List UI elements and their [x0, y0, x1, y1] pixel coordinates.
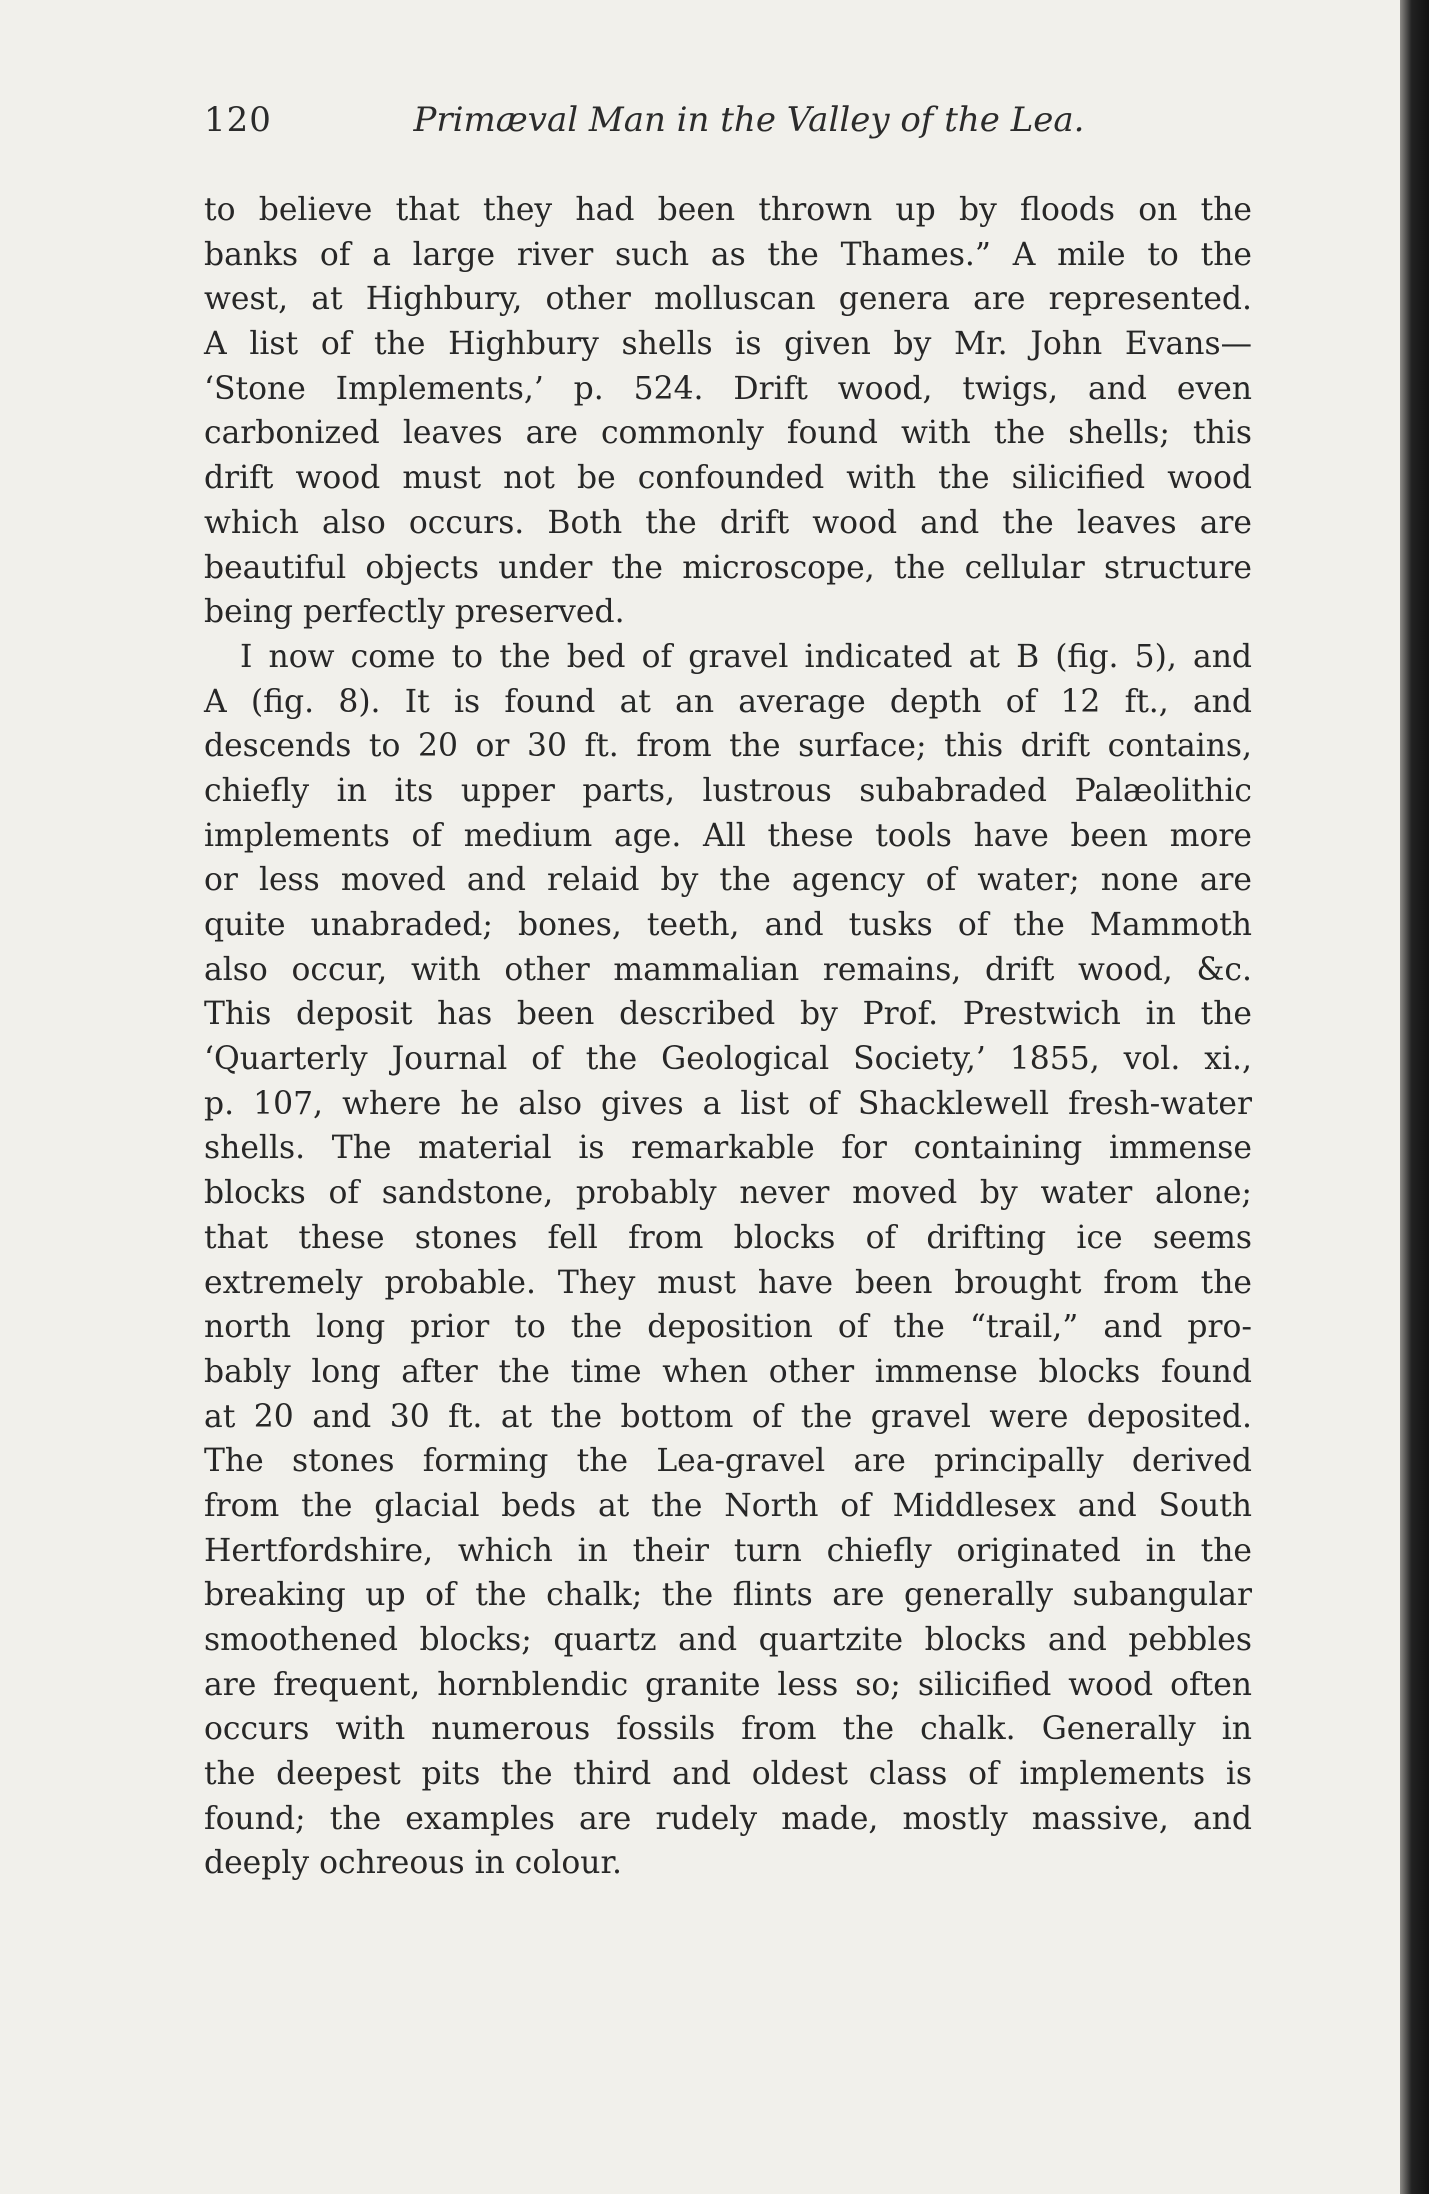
text-line: occurs with numerous fossils from the chalk. Generally in	[204, 1711, 1252, 1748]
body-text	[204, 188, 1252, 1886]
text-line: north long prior to the deposition of the “trail,” and pro-	[204, 1309, 1252, 1346]
text-line: found; the examples are rudely made, mostly massive, and	[204, 1800, 1252, 1837]
text-line: Hertfordshire, which in their turn chiefly originated in the	[204, 1532, 1252, 1569]
text-line: A list of the Highbury shells is given by Mr. John Evans—	[204, 326, 1252, 363]
text-line: at 20 and 30 ft. at the bottom of the gravel were deposited.	[204, 1398, 1252, 1435]
text-line: p. 107, where he also gives a list of Shacklewell fresh-water	[204, 1085, 1252, 1122]
text-line: shells. The material is remarkable for containing immense	[204, 1130, 1252, 1167]
text-line: that these stones fell from blocks of drifting ice seems	[204, 1219, 1252, 1256]
text-line: are frequent, hornblendic granite less so; silicified wood often	[204, 1666, 1252, 1703]
text-line: bably long after the time when other immense blocks found	[204, 1353, 1252, 1390]
text-line: smoothened blocks; quartz and quartzite blocks and pebbles	[204, 1622, 1252, 1658]
text-line: The stones forming the Lea-gravel are principally derived	[204, 1443, 1252, 1480]
text-line: the deepest pits the third and oldest class of implements is	[204, 1756, 1252, 1793]
text-line: descends to 20 or 30 ft. from the surface; this drift contains,	[204, 728, 1252, 765]
page-header	[204, 100, 1254, 160]
text-line: implements of medium age. All these tools have been more	[204, 817, 1252, 854]
text-line: blocks of sandstone, probably never moved by water alone;	[204, 1175, 1252, 1212]
text-line: beautiful objects under the microscope, the cellular structure	[204, 549, 1252, 586]
text-line: chiefly in its upper parts, lustrous subabraded Palæolithic	[204, 772, 1252, 809]
text-line: drift wood must not be confounded with the silicified wood	[204, 460, 1252, 497]
text-line: carbonized leaves are commonly found with the shells; this	[204, 415, 1252, 452]
text-line: deeply ochreous in colour.	[204, 1845, 622, 1882]
text-line: or less moved and relaid by the agency of water; none are	[204, 862, 1252, 899]
text-line: to believe that they had been thrown up by floods on the	[204, 192, 1252, 228]
text-line: from the glacial beds at the North of Middlesex and South	[204, 1487, 1252, 1524]
paragraph-start-line: I now come to the bed of gravel indicated at B (fig. 5), and	[240, 638, 1252, 675]
page-number: 120	[204, 100, 272, 140]
text-line: quite unabraded; bones, teeth, and tusks of the Mammoth	[204, 907, 1252, 943]
running-title: Primæval Man in the Valley of the Lea.	[413, 100, 1085, 140]
text-line: ‘Stone Implements,’ p. 524. Drift wood, twigs, and even	[204, 370, 1252, 407]
text-line: extremely probable. They must have been brought from the	[204, 1264, 1252, 1301]
text-line: ‘Quarterly Journal of the Geological Society,’ 1855, vol. xi.,	[204, 1041, 1252, 1078]
text-line: which also occurs. Both the drift wood and the leaves are	[204, 504, 1252, 541]
text-line: banks of a large river such as the Thames.” A mile to the	[204, 236, 1252, 273]
text-line: also occur, with other mammalian remains, drift wood, &c.	[204, 951, 1252, 988]
text-line: This deposit has been described by Prof. Prestwich in the	[204, 996, 1252, 1033]
text-line: breaking up of the chalk; the flints are generally subangular	[204, 1577, 1252, 1614]
text-line: west, at Highbury, other molluscan genera are represented.	[204, 281, 1252, 318]
page-edge-shadow	[1400, 0, 1429, 2194]
text-line: A (fig. 8). It is found at an average depth of 12 ft., and	[204, 683, 1252, 720]
text-line: being perfectly preserved.	[204, 594, 625, 631]
